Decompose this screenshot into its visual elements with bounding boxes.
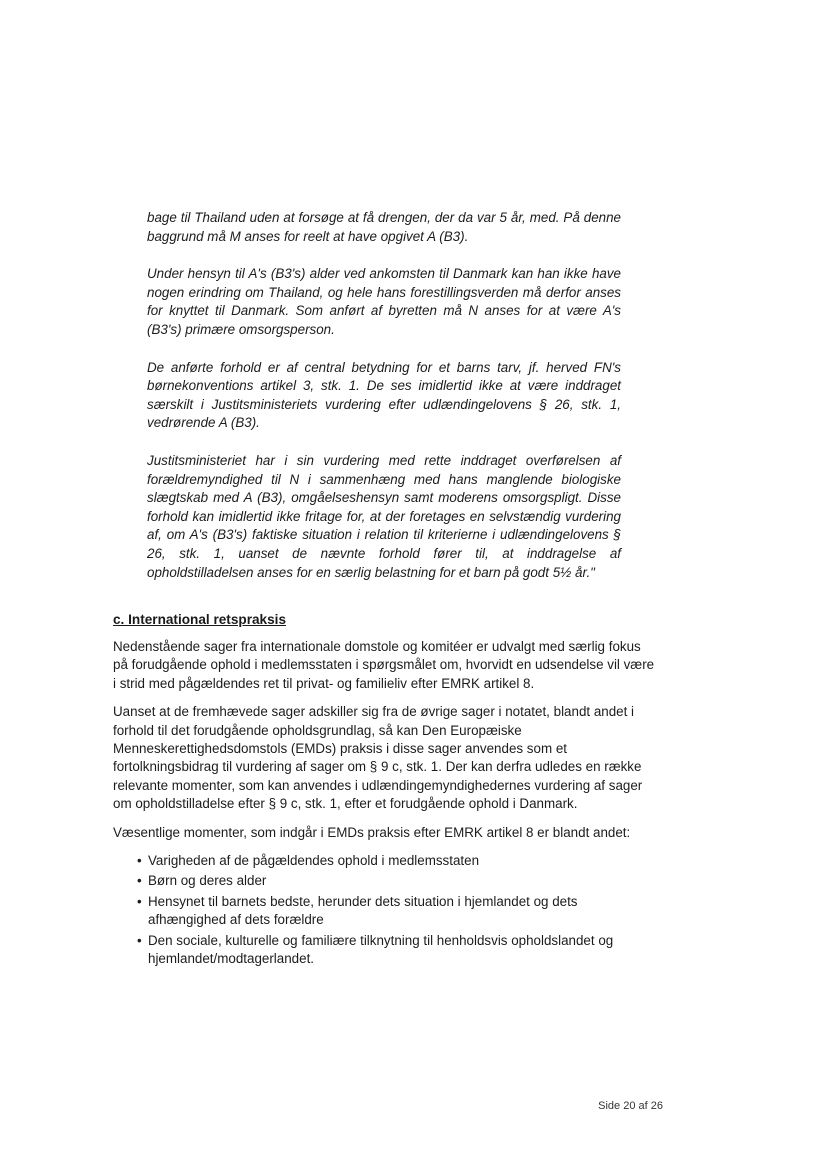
body-paragraph-3: Væsentlige momenter, som indgår i EMDs praksis efter EMRK artikel 8 er blandt andet: <box>113 824 631 840</box>
page-number: Side 20 af 26 <box>598 1100 663 1112</box>
bullet-icon: • <box>137 893 142 909</box>
bullet-icon: • <box>137 853 142 869</box>
body-paragraph-2: Uanset at de fremhævede sager adskiller sig fra de øvrige sager i notatet, blandt andet i forhold til det forudgående opholdsgrundlag, så kan Den Europæiske Menneskerettighedsdomstols (EMDs) praksis i disse sager anvendes som et fortolkningsbidrag til vurdering af sager om § 9 c, stk. 1. Der kan derfra udledes en række relevante momenter, som kan anvendes i udlændingemyndighedernes vurdering af sager om opholdstilladelse efter § 9 c, stk. 1, efter et forudgående ophold i Danmark. <box>113 704 643 812</box>
quote-paragraph-4: Justitsministeriet har i sin vurdering med rette inddraget overførelsen af forældremyndighed til N i sammenhæng med hans manglende biologiske slægtskab med A (B3), omgåelseshensyn samt moderens omsorgspligt. Disse forhold kan imidlertid ikke fritage for, at der foretages en selvstændig vurdering af, om A's (B3's) faktiske situation i relation til kriterierne i udlændingelovens § 26, stk. 1, uanset de nævnte forhold fører til, at inddragelse af opholdstilladelsen anses for en særlig belastning for et barn på godt 5½ år." <box>147 452 621 580</box>
list-item-text: Den sociale, kulturelle og familiære tilknytning til henholdsvis opholdslandet og hjemlandet/modtagerlandet. <box>148 932 614 967</box>
list-item <box>113 872 658 890</box>
list-item-text: Varigheden af de pågældendes ophold i medlemsstaten <box>148 853 480 869</box>
quoted-judgment <box>147 209 621 601</box>
quote-paragraph-3: De anførte forhold er af central betydning for et barns tarv, jf. herved FN's børnekonventions artikel 3, stk. 1. De ses imidlertid ikke at være inddraget særskilt i Justitsministeriets vurdering efter udlændingelovens § 26, stk. 1, vedrørende A (B3). <box>147 359 621 431</box>
quote-paragraph-1: bage til Thailand uden at forsøge at få drengen, der da var 5 år, med. På denne baggrund må M anses for reelt at have opgivet A (B3). <box>147 210 621 244</box>
moments-list <box>113 852 658 968</box>
section-body <box>113 638 658 971</box>
list-item <box>113 852 658 870</box>
list-item <box>113 893 658 930</box>
bullet-icon: • <box>137 932 142 948</box>
bullet-icon: • <box>137 873 142 889</box>
section-heading: c. International retspraksis <box>113 612 287 627</box>
list-item <box>113 932 658 969</box>
list-item-text: Hensynet til barnets bedste, herunder dets situation i hjemlandet og dets afhængighed af dets forældre <box>148 893 578 928</box>
quote-paragraph-2: Under hensyn til A's (B3's) alder ved ankomsten til Danmark kan han ikke have nogen erindring om Thailand, og hele hans forestillingsverden må derfor anses for knyttet til Danmark. Som anført af byretten må N anses for at være A's (B3's) primære omsorgsperson. <box>147 266 621 337</box>
list-item-text: Børn og deres alder <box>148 873 267 889</box>
body-paragraph-1: Nedenstående sager fra internationale domstole og komitéer er udvalgt med særlig fokus på forudgående ophold i medlemsstaten i spørgsmålet om, hvorvidt en udsendelse vil være i strid med pågældendes ret til privat- og familieliv efter EMRK artikel 8. <box>113 639 655 691</box>
